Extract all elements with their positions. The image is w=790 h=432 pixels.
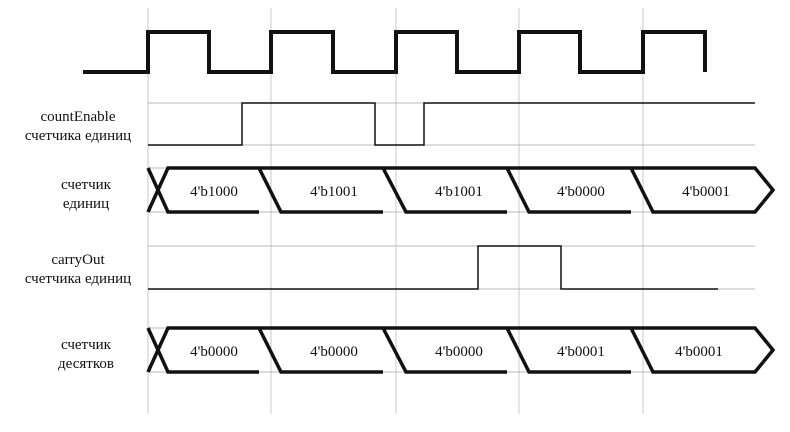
label-carry-out-line1: carryOut — [51, 252, 105, 268]
label-count-enable-line2: счетчика единиц — [24, 128, 132, 144]
ones-counter-value-1: 4'b1000 — [190, 184, 238, 200]
label-tens-counter-line1: счетчик — [61, 337, 111, 353]
label-tens-counter-line2: десятков — [58, 356, 114, 372]
horizontal-gridlines — [148, 103, 755, 372]
ones-counter-value-3: 4'b1001 — [435, 184, 483, 200]
tens-counter-value-1: 4'b0000 — [190, 344, 238, 360]
label-carry-out-line2: счетчика единиц — [24, 271, 132, 287]
ones-counter-bus — [148, 168, 773, 212]
label-count-enable-line1: countEnable — [40, 109, 116, 125]
ones-counter-value-5: 4'b0001 — [682, 184, 730, 200]
tens-counter-bus — [148, 328, 773, 372]
signal-labels — [25, 109, 131, 372]
ones-counter-value-2: 4'b1001 — [310, 184, 358, 200]
tens-counter-value-2: 4'b0000 — [310, 344, 358, 360]
tens-counter-value-3: 4'b0000 — [435, 344, 483, 360]
carry-out-waveform — [148, 246, 718, 289]
count-enable-waveform — [148, 103, 755, 145]
label-ones-counter-line1: счетчик — [61, 177, 111, 193]
label-ones-counter-line2: единиц — [62, 196, 110, 212]
tens-counter-value-5: 4'b0001 — [675, 344, 723, 360]
clock-waveform — [83, 32, 705, 72]
tens-counter-value-4: 4'b0001 — [557, 344, 605, 360]
ones-counter-value-4: 4'b0000 — [557, 184, 605, 200]
